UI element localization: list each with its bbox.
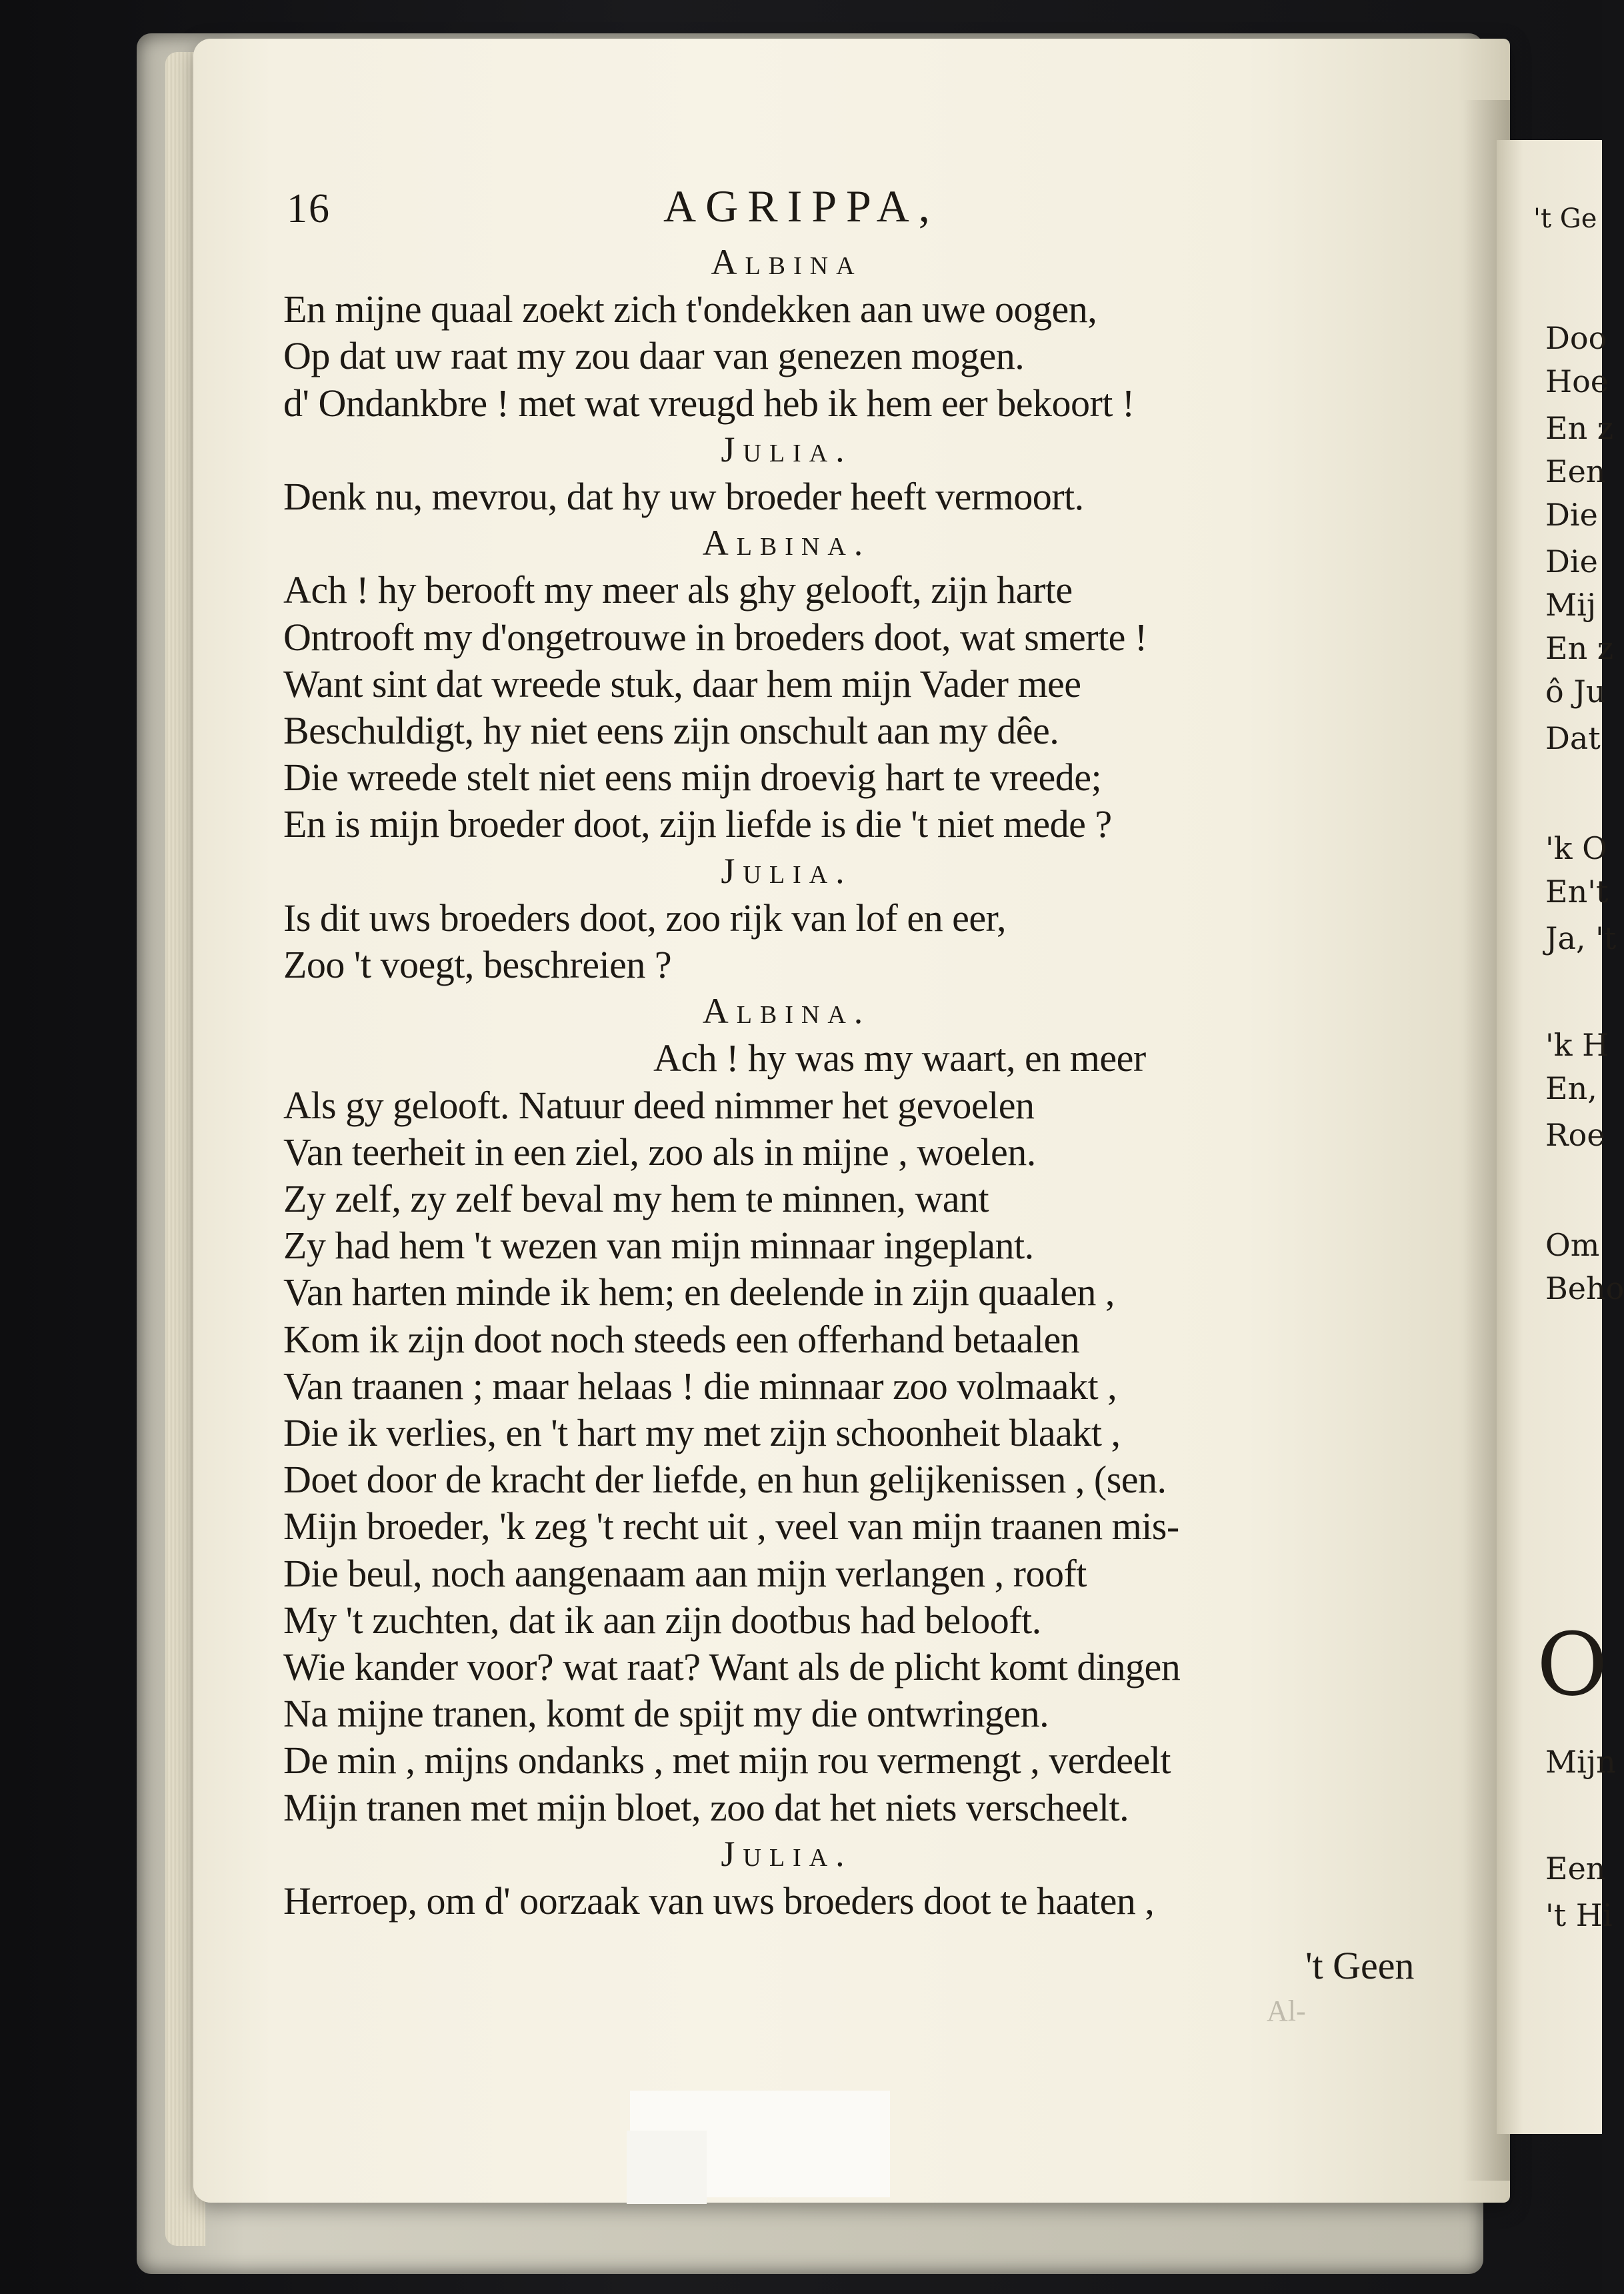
- verse-line: Zy had hem 't wezen van mijn minnaar ingeplant.: [283, 1224, 1034, 1268]
- facing-page-line: Beho: [1545, 1270, 1624, 1306]
- signature-mark: Al-: [1267, 1995, 1306, 2027]
- speaker-name: Julia.: [721, 429, 853, 469]
- facing-page-line: Roe: [1545, 1117, 1605, 1153]
- verse-line: Kom ik zijn doot noch steeds een offerhand betaalen: [283, 1317, 1080, 1361]
- verse-line: Op dat uw raat my zou daar van genezen mogen.: [283, 334, 1025, 378]
- facing-page-line: Die: [1545, 543, 1598, 580]
- verse-line: Die ik verlies, en 't hart my met zijn schoonheit blaakt ,: [283, 1411, 1121, 1454]
- verse-line: Ontrooft my d'ongetrouwe in broeders doot, wat smerte !: [283, 615, 1147, 659]
- facing-page-line: En z: [1545, 410, 1614, 446]
- verse-line: Is dit uws broeders doot, zoo rijk van lof en eer,: [283, 896, 1007, 940]
- facing-page-line: Dat: [1545, 720, 1601, 756]
- speaker-name: Julia.: [721, 1833, 853, 1874]
- facing-page-line: 't Hi: [1545, 1897, 1613, 1933]
- running-title: AGRIPPA,: [663, 181, 939, 231]
- facing-page-line: En z: [1545, 630, 1614, 666]
- facing-page-line: 'k H: [1545, 1027, 1609, 1063]
- verse-line: Mijn tranen met mijn bloet, zoo dat het niets verscheelt.: [283, 1785, 1129, 1829]
- facing-page-line: En't: [1545, 874, 1609, 910]
- verse-line: Zy zelf, zy zelf beval my hem te minnen, want: [283, 1177, 989, 1220]
- facing-page-line: 'k O: [1545, 830, 1607, 866]
- paper-slip-corner: [627, 2131, 707, 2204]
- facing-page-line: Om: [1545, 1227, 1600, 1263]
- speaker-name: Albina.: [702, 523, 871, 563]
- verse-line: Mijn broeder, 'k zeg 't recht uit , veel van mijn traanen mis-: [283, 1504, 1179, 1548]
- speaker-name: Albina: [711, 242, 863, 282]
- facing-page-line: Die: [1545, 497, 1598, 533]
- facing-page-line: En,: [1545, 1070, 1597, 1106]
- verse-line: Beschuldigt, hy niet eens zijn onschult aan my dêe.: [283, 709, 1059, 752]
- verse-line: Die wreede stelt niet eens mijn droevig hart te vreede;: [283, 756, 1102, 800]
- verse-line: En mijne quaal zoekt zich t'ondekken aan uwe oogen,: [283, 287, 1097, 331]
- verse-line: Want sint dat wreede stuk, daar hem mijn Vader mee: [283, 662, 1081, 706]
- facing-page-line: Een: [1545, 1851, 1606, 1887]
- facing-page-line: Mij: [1545, 587, 1597, 623]
- verse-line: En is mijn broeder doot, zijn liefde is die 't niet mede ?: [283, 802, 1112, 846]
- verse-line: Van teerheit in een ziel, zoo als in mijne , woelen.: [283, 1130, 1036, 1174]
- facing-page-line: Mijn: [1545, 1744, 1616, 1780]
- speaker-name: Albina.: [702, 991, 871, 1032]
- facing-page-initial: O: [1537, 1614, 1608, 1715]
- facing-page-line: Een: [1545, 453, 1606, 489]
- facing-page-line: Ja, 't: [1545, 920, 1617, 956]
- verse-line: De min , mijns ondanks , met mijn rou vermengt , verdeelt: [283, 1739, 1171, 1783]
- verse-line: Als gy gelooft. Natuur deed nimmer het gevoelen: [283, 1083, 1035, 1127]
- catchword: 't Geen: [1305, 1944, 1415, 1987]
- facing-page-line: Hoe: [1545, 363, 1609, 399]
- verse-line: Denk nu, mevrou, dat hy uw broeder heeft vermoort.: [283, 475, 1084, 518]
- facing-page-line: 't Ge: [1533, 203, 1597, 234]
- verse-line: Die beul, noch aangenaam aan mijn verlangen , rooft: [283, 1551, 1087, 1595]
- page-number: 16: [287, 186, 331, 231]
- verse-line: Doet door de kracht der liefde, en hun gelijkenissen , (sen.: [283, 1458, 1167, 1502]
- verse-line: Van traanen ; maar helaas ! die minnaar zoo volmaakt ,: [283, 1364, 1117, 1408]
- facing-page-line: Doo: [1545, 320, 1607, 356]
- facing-page-line: ô Ju: [1545, 674, 1606, 710]
- verse-line: Wie kander voor? wat raat? Want als de plicht komt dingen: [283, 1645, 1181, 1688]
- verse-line: Van harten minde ik hem; en deelende in zijn quaalen ,: [283, 1270, 1115, 1314]
- verse-line: Ach ! hy was my waart, en meer: [653, 1036, 1146, 1080]
- verse-line: Zoo 't voegt, beschreien ?: [283, 943, 672, 986]
- verse-line: Herroep, om d' oorzaak van uws broeders doot te haaten ,: [283, 1879, 1155, 1923]
- verse-line: Na mijne tranen, komt de spijt my die ontwringen.: [283, 1692, 1049, 1736]
- speaker-name: Julia.: [721, 850, 853, 891]
- verse-line: My 't zuchten, dat ik aan zijn dootbus had belooft.: [283, 1598, 1041, 1642]
- verse-line: d' Ondankbre ! met wat vreugd heb ik hem eer bekoort !: [283, 381, 1135, 425]
- verse-line: Ach ! hy berooft my meer als ghy gelooft, zijn harte: [283, 568, 1073, 612]
